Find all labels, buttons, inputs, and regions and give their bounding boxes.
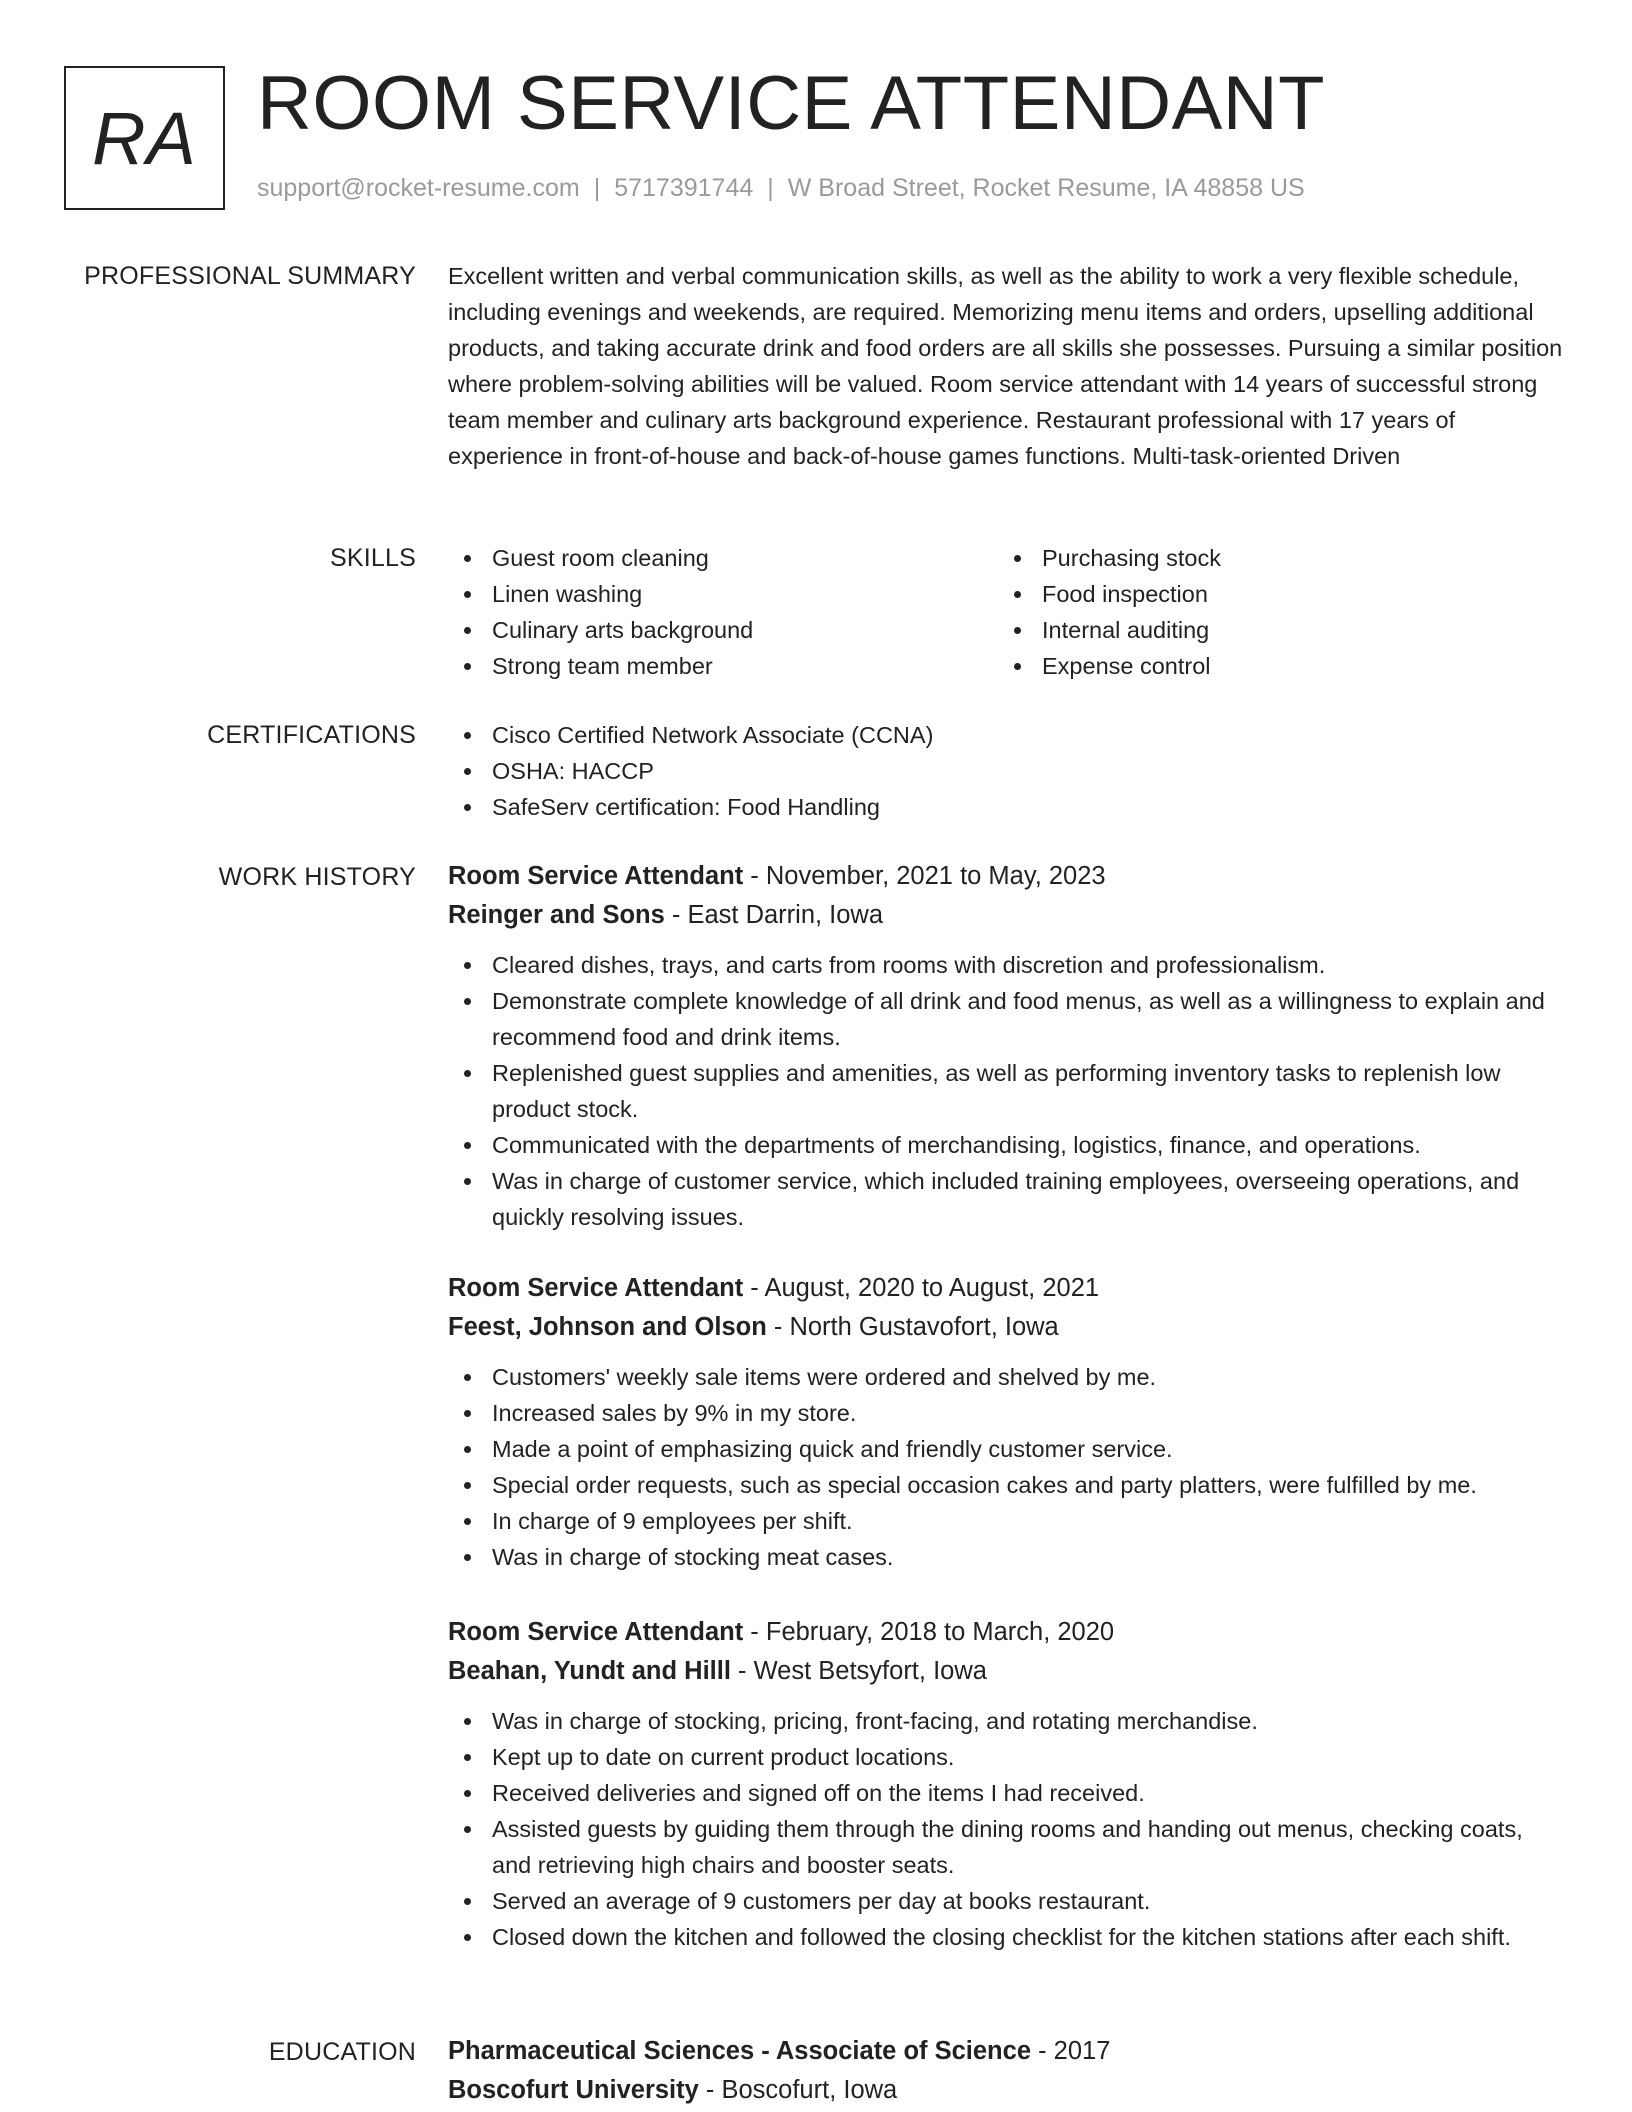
list-item: Food inspection [998,576,1548,612]
job-bullets [448,1359,1568,1575]
list-item: Linen washing [448,576,998,612]
page-title: ROOM SERVICE ATTENDANT [257,61,1326,146]
list-item: Internal auditing [998,612,1548,648]
job-title: Room Service Attendant [448,862,744,890]
contact-separator: | [593,174,601,202]
job-company-line [448,1308,1568,1347]
list-item: Was in charge of stocking, pricing, front-facing, and rotating merchandise. [448,1703,1568,1739]
certifications-list [448,717,1568,825]
job-location: - North Gustavofort, Iowa [766,1313,1059,1341]
job-title-line [448,857,1568,896]
section-heading: EDUCATION [268,2038,416,2066]
skills-column [998,540,1548,684]
skills-column [448,540,998,684]
list-item: In charge of 9 employees per shift. [448,1503,1568,1539]
list-item: Was in charge of customer service, which included training employees, overseeing operations, and quickly resolving issues. [448,1163,1568,1235]
job-title-line [448,1269,1568,1308]
job-title: Room Service Attendant [448,1274,744,1302]
job-title-line [448,1613,1568,1652]
list-item: Special order requests, such as special occasion cakes and party platters, were fulfilled by me. [448,1467,1568,1503]
list-item: OSHA: HACCP [448,753,1568,789]
list-item: Increased sales by 9% in my store. [448,1395,1568,1431]
job-entry [448,857,1568,1235]
contact-line [257,174,1305,203]
list-item: Cisco Certified Network Associate (CCNA) [448,717,1568,753]
job-entry [448,1269,1568,1575]
list-item: Assisted guests by guiding them through the dining rooms and handing out menus, checking coats, and retrieving high chairs and booster seats. [448,1811,1568,1883]
education-entry [448,2032,1568,2110]
graduation-year: - 2017 [1031,2037,1111,2065]
list-item: Kept up to date on current product locations. [448,1739,1568,1775]
list-item: SafeServ certification: Food Handling [448,789,1568,825]
job-location: - East Darrin, Iowa [664,901,884,929]
list-item: Culinary arts background [448,612,998,648]
section-heading: CERTIFICATIONS [207,721,416,749]
section-heading: WORK HISTORY [218,863,416,891]
skills-list [448,540,1568,684]
section-heading: SKILLS [330,544,416,572]
school-location: - Boscofurt, Iowa [698,2076,898,2104]
monogram-logo: RA [64,66,225,210]
job-dates: - November, 2021 to May, 2023 [743,862,1106,890]
contact-address: W Broad Street, Rocket Resume, IA 48858 US [787,174,1305,202]
list-item: Expense control [998,648,1548,684]
job-company-line [448,896,1568,935]
list-item: Closed down the kitchen and followed the closing checklist for the kitchen stations after each shift. [448,1919,1568,1955]
list-item: Customers' weekly sale items were ordered and shelved by me. [448,1359,1568,1395]
contact-separator: | [767,174,774,202]
school-line [448,2071,1568,2110]
list-item: Replenished guest supplies and amenities, as well as performing inventory tasks to replenish low product stock. [448,1055,1568,1127]
job-company: Reinger and Sons [448,901,665,929]
contact-email[interactable]: support@rocket-resume.com [257,174,580,202]
school-name: Boscofurt University [448,2076,699,2104]
job-location: - West Betsyfort, Iowa [730,1657,987,1685]
list-item: Demonstrate complete knowledge of all drink and food menus, as well as a willingness to explain and recommend food and drink items. [448,983,1568,1055]
job-company: Beahan, Yundt and Hilll [448,1657,731,1685]
job-entry [448,1613,1568,1955]
summary-text: Excellent written and verbal communication skills, as well as the ability to work a very flexible schedule, including evenings and weekends, are required. Memorizing menu items and orders, upselling additional products, and taking accurate drink and food orders are all skills she possesses. Pursuing a similar position where problem-solving abilities will be valued. Room service attendant with 14 years of successful strong team member and culinary arts background experience. Restaurant professional with 17 years of experience in front-of-house and back-of-house games functions. Multi-task-oriented Driven [448,263,1563,469]
list-item: Guest room cleaning [448,540,998,576]
list-item: Strong team member [448,648,998,684]
job-title: Room Service Attendant [448,1618,744,1646]
job-dates: - February, 2018 to March, 2020 [743,1618,1115,1646]
section-heading: PROFESSIONAL SUMMARY [84,262,416,290]
contact-phone[interactable]: 5717391744 [614,174,754,202]
resume-header [64,61,1584,210]
list-item: Purchasing stock [998,540,1548,576]
job-company-line [448,1652,1568,1691]
job-dates: - August, 2020 to August, 2021 [743,1274,1100,1302]
degree: Pharmaceutical Sciences - Associate of Science [448,2037,1032,2065]
job-bullets [448,1703,1568,1955]
degree-line [448,2032,1568,2071]
job-bullets [448,947,1568,1235]
list-item: Was in charge of stocking meat cases. [448,1539,1568,1575]
list-item: Cleared dishes, trays, and carts from rooms with discretion and professionalism. [448,947,1568,983]
list-item: Made a point of emphasizing quick and friendly customer service. [448,1431,1568,1467]
list-item: Communicated with the departments of merchandising, logistics, finance, and operations. [448,1127,1568,1163]
job-company: Feest, Johnson and Olson [448,1313,767,1341]
list-item: Served an average of 9 customers per day at books restaurant. [448,1883,1568,1919]
list-item: Received deliveries and signed off on the items I had received. [448,1775,1568,1811]
